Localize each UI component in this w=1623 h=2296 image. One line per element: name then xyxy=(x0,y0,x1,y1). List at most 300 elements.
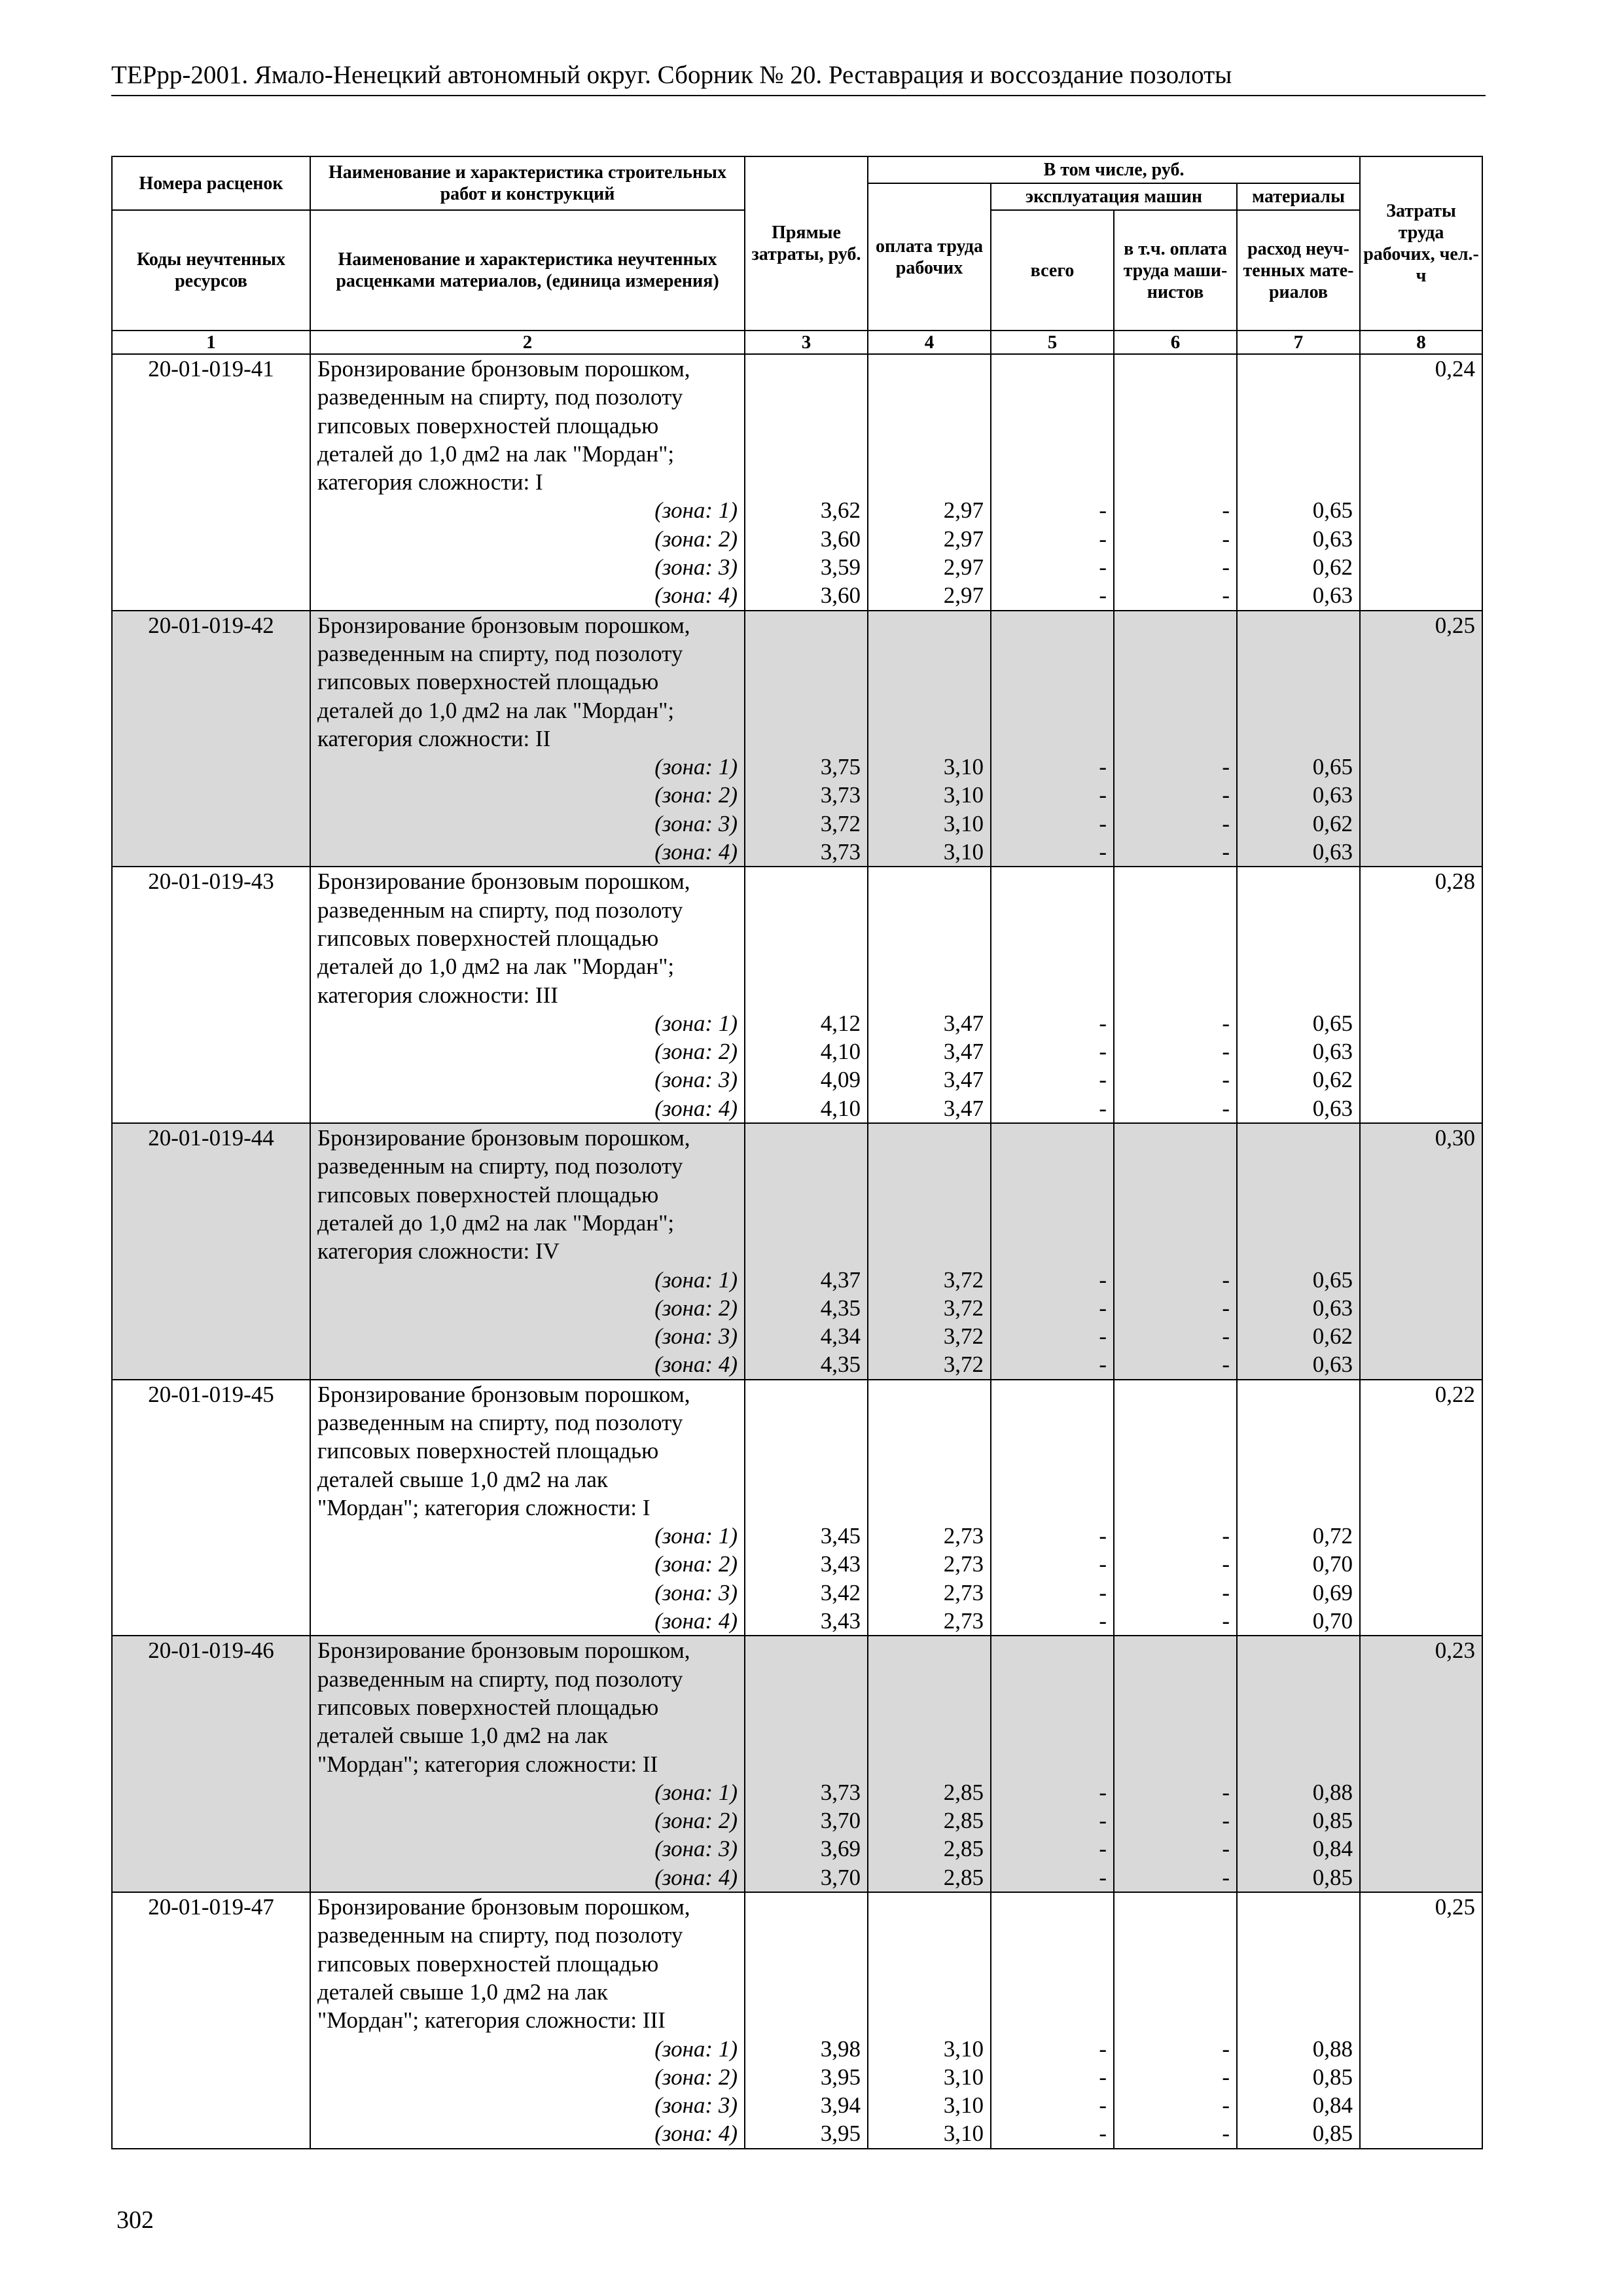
machine-wages-cell-value: - xyxy=(1222,1808,1230,1834)
work-description xyxy=(310,867,745,1123)
column-number: 7 xyxy=(1237,331,1360,354)
spacer xyxy=(752,1721,861,1749)
spacer xyxy=(1121,1921,1230,1949)
wages-cell-value: 3,72 xyxy=(943,1266,984,1293)
description-line: Бронзирование бронзовым порошком, xyxy=(317,1381,690,1407)
zone-label: (зона: 4) xyxy=(654,2121,738,2147)
spacer xyxy=(998,1465,1107,1494)
description-line: разведенным на спирту, под позолоту xyxy=(317,897,683,923)
spacer xyxy=(998,468,1107,496)
wages-cell-value: 2,73 xyxy=(943,1579,984,1605)
direct-costs-cell-value: 3,59 xyxy=(820,554,861,581)
spacer xyxy=(752,896,861,924)
spacer xyxy=(752,924,861,952)
spacer xyxy=(752,867,861,895)
wages-cell-value: 3,72 xyxy=(943,1352,984,1378)
labor-cost-cell xyxy=(1360,354,1482,611)
spacer xyxy=(1244,668,1353,696)
spacer xyxy=(875,468,984,496)
description-line: Бронзирование бронзовым порошком, xyxy=(317,869,690,895)
spacer xyxy=(752,639,861,668)
spacer xyxy=(998,1978,1107,2006)
zone-label: (зона: 1) xyxy=(654,1523,738,1549)
spacer xyxy=(1121,412,1230,440)
spacer xyxy=(752,468,861,496)
spacer xyxy=(752,1750,861,1778)
machines-total-cell-value: - xyxy=(1099,1295,1107,1321)
rate-code xyxy=(112,1380,310,1636)
machine-wages-cell-value: - xyxy=(1222,1551,1230,1577)
machine-wages-cell-value: - xyxy=(1222,1523,1230,1549)
description-line: "Мордан"; категория сложности: II xyxy=(317,1751,658,1777)
spacer xyxy=(752,1950,861,1978)
spacer xyxy=(752,1152,861,1180)
materials-cell-value: 0,62 xyxy=(1312,554,1353,581)
labor-cost-value: 0,30 xyxy=(1435,1125,1476,1151)
direct-costs-cell-value: 3,73 xyxy=(820,839,861,865)
spacer xyxy=(998,2006,1107,2034)
direct-costs-cell-value: 3,94 xyxy=(820,2092,861,2119)
spacer xyxy=(752,412,861,440)
col-machine-wages-header: в т.ч. оплата труда маши-нистов xyxy=(1114,210,1237,331)
spacer xyxy=(1121,1152,1230,1180)
spacer xyxy=(1121,611,1230,639)
machines-total-cell xyxy=(991,1380,1114,1636)
machine-wages-cell-value: - xyxy=(1222,1836,1230,1862)
machines-total-cell-value: - xyxy=(1099,1779,1107,1805)
spacer xyxy=(875,1721,984,1749)
direct-costs-cell-value: 3,95 xyxy=(820,2064,861,2090)
column-number-row xyxy=(112,331,1482,354)
direct-costs-cell-value: 3,73 xyxy=(820,782,861,808)
spacer xyxy=(1244,1465,1353,1494)
machines-total-cell-value: - xyxy=(1099,1523,1107,1549)
zone-label: (зона: 2) xyxy=(654,1295,738,1321)
wages-cell-value: 2,97 xyxy=(943,497,984,524)
spacer xyxy=(1121,639,1230,668)
spacer xyxy=(1244,468,1353,496)
spacer xyxy=(752,383,861,411)
zone-label: (зона: 4) xyxy=(654,1352,738,1378)
machine-wages-cell-value: - xyxy=(1222,782,1230,808)
zone-label: (зона: 1) xyxy=(654,497,738,524)
spacer xyxy=(1121,1721,1230,1749)
spacer xyxy=(875,924,984,952)
labor-cost-cell xyxy=(1360,867,1482,1123)
rate-code-text: 20-01-019-43 xyxy=(148,869,274,895)
spacer xyxy=(1244,896,1353,924)
work-description xyxy=(310,354,745,611)
machines-total-cell-value: - xyxy=(1099,754,1107,780)
spacer xyxy=(752,611,861,639)
col-wages-header: оплата труда рабочих xyxy=(868,183,991,331)
direct-costs-cell xyxy=(745,1636,868,1892)
wages-cell-value: 3,72 xyxy=(943,1323,984,1350)
materials-cell-value: 0,85 xyxy=(1312,1864,1353,1890)
group-including-header: В том числе, руб. xyxy=(868,156,1360,183)
spacer xyxy=(752,1921,861,1949)
machine-wages-cell-value: - xyxy=(1222,583,1230,609)
machines-total-cell xyxy=(991,611,1114,867)
spacer xyxy=(998,725,1107,753)
spacer xyxy=(1121,1181,1230,1209)
materials-cell xyxy=(1237,1123,1360,1380)
direct-costs-cell-value: 3,70 xyxy=(820,1864,861,1890)
spacer xyxy=(875,611,984,639)
work-description xyxy=(310,1636,745,1892)
col-resource-codes-header: Коды неучтенных ресурсов xyxy=(112,210,310,331)
spacer xyxy=(875,867,984,895)
spacer xyxy=(875,1950,984,1978)
materials-cell xyxy=(1237,354,1360,611)
spacer xyxy=(1244,952,1353,980)
spacer xyxy=(875,725,984,753)
machines-total-cell-value: - xyxy=(1099,526,1107,552)
labor-cost-cell xyxy=(1360,1636,1482,1892)
direct-costs-cell-value: 3,70 xyxy=(820,1808,861,1834)
direct-costs-cell-value: 3,69 xyxy=(820,1836,861,1862)
spacer xyxy=(998,952,1107,980)
description-line: деталей до 1,0 дм2 на лак "Мордан"; xyxy=(317,954,675,980)
spacer xyxy=(998,1209,1107,1237)
materials-cell-value: 0,63 xyxy=(1312,1352,1353,1378)
materials-cell-value: 0,65 xyxy=(1312,497,1353,524)
col-machines-total-header: всего xyxy=(991,210,1114,331)
machine-wages-cell-value: - xyxy=(1222,1039,1230,1065)
direct-costs-cell-value: 3,72 xyxy=(820,810,861,836)
machines-total-cell xyxy=(991,354,1114,611)
rate-code xyxy=(112,1636,310,1892)
spacer xyxy=(1244,440,1353,468)
spacer xyxy=(998,1408,1107,1437)
spacer xyxy=(1121,1950,1230,1978)
spacer xyxy=(1121,355,1230,383)
machine-wages-cell-value: - xyxy=(1222,2121,1230,2147)
materials-cell-value: 0,65 xyxy=(1312,1266,1353,1293)
zone-label: (зона: 2) xyxy=(654,1551,738,1577)
description-line: гипсовых поверхностей площадью xyxy=(317,1950,659,1977)
spacer xyxy=(998,1237,1107,1265)
spacer xyxy=(1121,1636,1230,1664)
spacer xyxy=(875,355,984,383)
wages-cell-value: 2,73 xyxy=(943,1523,984,1549)
col-rate-numbers-header: Номера расценок xyxy=(112,156,310,210)
wages-cell-value: 3,10 xyxy=(943,2121,984,2147)
labor-cost-value: 0,25 xyxy=(1435,1894,1476,1920)
column-number: 5 xyxy=(991,331,1114,354)
spacer xyxy=(875,1465,984,1494)
labor-cost-cell xyxy=(1360,1123,1482,1380)
wages-cell-value: 2,73 xyxy=(943,1608,984,1634)
spacer xyxy=(752,1636,861,1664)
direct-costs-cell-value: 4,12 xyxy=(820,1010,861,1036)
machines-total-cell-value: - xyxy=(1099,1095,1107,1121)
materials-cell-value: 0,72 xyxy=(1312,1523,1353,1549)
spacer xyxy=(998,1494,1107,1522)
description-line: деталей свыше 1,0 дм2 на лак xyxy=(317,1979,608,2005)
col-materials-header: расход неуч-тенных мате-риалов xyxy=(1237,210,1360,331)
rate-code xyxy=(112,354,310,611)
machines-total-cell-value: - xyxy=(1099,1352,1107,1378)
spacer xyxy=(752,1978,861,2006)
machine-wages-cell-value: - xyxy=(1222,2064,1230,2090)
spacer xyxy=(875,2006,984,2034)
direct-costs-cell-value: 3,73 xyxy=(820,1779,861,1805)
wages-cell xyxy=(868,1123,991,1380)
spacer xyxy=(1121,725,1230,753)
zone-label: (зона: 2) xyxy=(654,1808,738,1834)
machine-wages-cell-value: - xyxy=(1222,1608,1230,1634)
direct-costs-cell-value: 3,43 xyxy=(820,1551,861,1577)
spacer xyxy=(752,1494,861,1522)
spacer xyxy=(998,1124,1107,1152)
direct-costs-cell-value: 3,62 xyxy=(820,497,861,524)
machine-wages-cell xyxy=(1114,1380,1237,1636)
spacer xyxy=(875,383,984,411)
materials-cell-value: 0,65 xyxy=(1312,754,1353,780)
zone-label: (зона: 2) xyxy=(654,2064,738,2090)
machine-wages-cell-value: - xyxy=(1222,1779,1230,1805)
machine-wages-cell-value: - xyxy=(1222,2036,1230,2062)
col-material-name-header: Наименование и характеристика неучтенных расценками материалов, (единица измерения) xyxy=(310,210,745,331)
col-direct-costs-header: Прямые затраты, руб. xyxy=(745,156,868,331)
materials-cell xyxy=(1237,1892,1360,2149)
zone-label: (зона: 2) xyxy=(654,782,738,808)
machines-total-cell-value: - xyxy=(1099,2036,1107,2062)
materials-cell-value: 0,63 xyxy=(1312,839,1353,865)
wages-cell-value: 3,10 xyxy=(943,782,984,808)
spacer xyxy=(1121,1978,1230,2006)
col-labor-costs-header: Затраты труда рабочих, чел.-ч xyxy=(1360,156,1482,331)
spacer xyxy=(1121,1380,1230,1408)
spacer xyxy=(752,696,861,725)
spacer xyxy=(875,1978,984,2006)
spacer xyxy=(1244,1124,1353,1152)
spacer xyxy=(875,1209,984,1237)
zone-label: (зона: 3) xyxy=(654,810,738,836)
rate-code-text: 20-01-019-44 xyxy=(148,1125,274,1151)
direct-costs-cell-value: 3,45 xyxy=(820,1523,861,1549)
spacer xyxy=(1121,924,1230,952)
materials-cell-value: 0,65 xyxy=(1312,1010,1353,1036)
spacer xyxy=(998,1152,1107,1180)
zone-label: (зона: 1) xyxy=(654,1266,738,1293)
spacer xyxy=(875,1665,984,1693)
spacer xyxy=(752,1437,861,1465)
zone-label: (зона: 3) xyxy=(654,1579,738,1605)
description-line: гипсовых поверхностей площадью xyxy=(317,669,659,695)
materials-cell xyxy=(1237,867,1360,1123)
direct-costs-cell xyxy=(745,1892,868,2149)
description-line: гипсовых поверхностей площадью xyxy=(317,925,659,951)
spacer xyxy=(1121,696,1230,725)
direct-costs-cell-value: 4,35 xyxy=(820,1352,861,1378)
spacer xyxy=(875,1750,984,1778)
spacer xyxy=(875,1181,984,1209)
materials-cell-value: 0,69 xyxy=(1312,1579,1353,1605)
spacer xyxy=(1244,1693,1353,1721)
machines-total-cell-value: - xyxy=(1099,782,1107,808)
direct-costs-cell-value: 4,35 xyxy=(820,1295,861,1321)
table-row xyxy=(112,1892,1482,2149)
spacer xyxy=(875,1494,984,1522)
spacer xyxy=(998,355,1107,383)
wages-cell-value: 3,47 xyxy=(943,1095,984,1121)
zone-label: (зона: 4) xyxy=(654,1608,738,1634)
spacer xyxy=(752,981,861,1009)
spacer xyxy=(875,952,984,980)
machine-wages-cell-value: - xyxy=(1222,554,1230,581)
description-line: Бронзирование бронзовым порошком, xyxy=(317,1894,690,1920)
spacer xyxy=(752,1124,861,1152)
spacer xyxy=(1121,1209,1230,1237)
spacer xyxy=(1121,981,1230,1009)
description-line: разведенным на спирту, под позолоту xyxy=(317,1922,683,1948)
spacer xyxy=(998,1921,1107,1949)
labor-cost-value: 0,22 xyxy=(1435,1381,1476,1407)
machine-wages-cell-value: - xyxy=(1222,1295,1230,1321)
machines-total-cell-value: - xyxy=(1099,583,1107,609)
spacer xyxy=(998,924,1107,952)
machine-wages-cell xyxy=(1114,867,1237,1123)
description-line: гипсовых поверхностей площадью xyxy=(317,412,659,439)
machine-wages-cell-value: - xyxy=(1222,2092,1230,2119)
spacer xyxy=(1244,355,1353,383)
direct-costs-cell-value: 4,10 xyxy=(820,1039,861,1065)
wages-cell-value: 2,97 xyxy=(943,526,984,552)
spacer xyxy=(1121,896,1230,924)
materials-cell-value: 0,84 xyxy=(1312,2092,1353,2119)
spacer xyxy=(998,1721,1107,1749)
direct-costs-cell xyxy=(745,1380,868,1636)
spacer xyxy=(998,1437,1107,1465)
spacer xyxy=(752,1665,861,1693)
spacer xyxy=(1121,1693,1230,1721)
column-number: 6 xyxy=(1114,331,1237,354)
spacer xyxy=(1244,725,1353,753)
spacer xyxy=(998,981,1107,1009)
spacer xyxy=(998,896,1107,924)
materials-cell-value: 0,62 xyxy=(1312,1067,1353,1093)
spacer xyxy=(1244,1950,1353,1978)
zone-label: (зона: 3) xyxy=(654,2092,738,2119)
spacer xyxy=(1244,1181,1353,1209)
machines-total-cell-value: - xyxy=(1099,1579,1107,1605)
machines-total-cell-value: - xyxy=(1099,1864,1107,1890)
spacer xyxy=(875,639,984,668)
description-line: гипсовых поверхностей площадью xyxy=(317,1438,659,1464)
spacer xyxy=(1244,1750,1353,1778)
machine-wages-cell-value: - xyxy=(1222,839,1230,865)
direct-costs-cell xyxy=(745,611,868,867)
materials-cell-value: 0,63 xyxy=(1312,1295,1353,1321)
rate-code xyxy=(112,1123,310,1380)
spacer xyxy=(752,1408,861,1437)
spacer xyxy=(1244,981,1353,1009)
wages-cell-value: 2,85 xyxy=(943,1836,984,1862)
materials-cell-value: 0,63 xyxy=(1312,526,1353,552)
spacer xyxy=(998,1693,1107,1721)
spacer xyxy=(998,611,1107,639)
direct-costs-cell xyxy=(745,1123,868,1380)
materials-cell-value: 0,85 xyxy=(1312,2064,1353,2090)
machines-total-cell-value: - xyxy=(1099,1067,1107,1093)
spacer xyxy=(1244,1152,1353,1180)
spacer xyxy=(1244,867,1353,895)
zone-label: (зона: 3) xyxy=(654,1067,738,1093)
wages-cell-value: 3,10 xyxy=(943,810,984,836)
machine-wages-cell-value: - xyxy=(1222,1010,1230,1036)
spacer xyxy=(752,2006,861,2034)
direct-costs-cell-value: 4,37 xyxy=(820,1266,861,1293)
page-number: 302 xyxy=(116,2206,154,2234)
spacer xyxy=(1121,1408,1230,1437)
materials-cell-value: 0,63 xyxy=(1312,583,1353,609)
labor-cost-cell xyxy=(1360,1892,1482,2149)
description-line: разведенным на спирту, под позолоту xyxy=(317,1666,683,1692)
machine-wages-cell-value: - xyxy=(1222,1864,1230,1890)
spacer xyxy=(1121,668,1230,696)
spacer xyxy=(1244,383,1353,411)
machines-total-cell xyxy=(991,867,1114,1123)
column-number: 4 xyxy=(868,331,991,354)
machines-total-cell-value: - xyxy=(1099,497,1107,524)
materials-cell-value: 0,70 xyxy=(1312,1608,1353,1634)
wages-cell-value: 2,85 xyxy=(943,1808,984,1834)
spacer xyxy=(1244,2006,1353,2034)
price-table xyxy=(111,156,1483,2149)
spacer xyxy=(752,355,861,383)
machines-total-cell-value: - xyxy=(1099,2121,1107,2147)
machine-wages-cell-value: - xyxy=(1222,1579,1230,1605)
zone-label: (зона: 3) xyxy=(654,1836,738,1862)
wages-cell-value: 3,47 xyxy=(943,1039,984,1065)
description-line: деталей до 1,0 дм2 на лак "Мордан"; xyxy=(317,697,675,723)
spacer xyxy=(752,440,861,468)
spacer xyxy=(1121,1665,1230,1693)
zone-label: (зона: 2) xyxy=(654,1039,738,1065)
wages-cell xyxy=(868,611,991,867)
description-line: категория сложности: III xyxy=(317,982,558,1008)
zone-label: (зона: 3) xyxy=(654,554,738,581)
spacer xyxy=(752,1237,861,1265)
materials-cell-value: 0,63 xyxy=(1312,1095,1353,1121)
description-line: разведенным на спирту, под позолоту xyxy=(317,1153,683,1179)
spacer xyxy=(875,1437,984,1465)
spacer xyxy=(875,1152,984,1180)
spacer xyxy=(752,1380,861,1408)
col-work-name-header: Наименование и характеристика строительных работ и конструкций xyxy=(310,156,745,210)
spacer xyxy=(1121,468,1230,496)
wages-cell-value: 2,85 xyxy=(943,1779,984,1805)
machine-wages-cell-value: - xyxy=(1222,1067,1230,1093)
rate-code xyxy=(112,611,310,867)
materials-cell-value: 0,88 xyxy=(1312,2036,1353,2062)
labor-cost-value: 0,25 xyxy=(1435,612,1476,638)
spacer xyxy=(875,1237,984,1265)
zone-label: (зона: 1) xyxy=(654,1010,738,1036)
wages-cell-value: 3,10 xyxy=(943,2064,984,2090)
spacer xyxy=(1244,1380,1353,1408)
wages-cell xyxy=(868,354,991,611)
direct-costs-cell-value: 3,95 xyxy=(820,2121,861,2147)
machine-wages-cell-value: - xyxy=(1222,810,1230,836)
work-description xyxy=(310,1892,745,2149)
spacer xyxy=(1121,952,1230,980)
labor-cost-cell xyxy=(1360,611,1482,867)
labor-cost-value: 0,28 xyxy=(1435,869,1476,895)
materials-cell-value: 0,62 xyxy=(1312,1323,1353,1350)
